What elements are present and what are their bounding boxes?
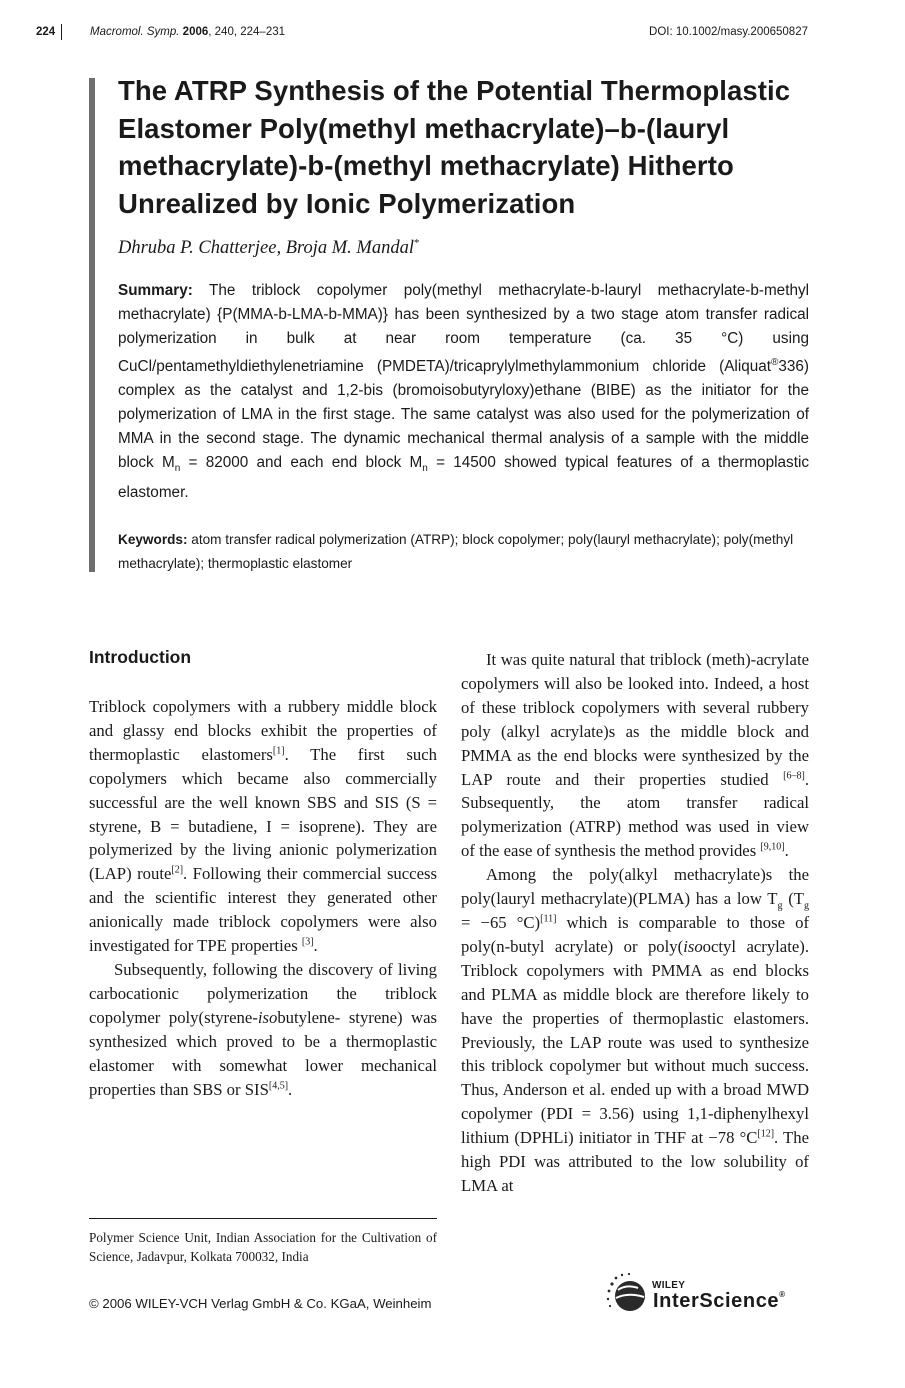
logo-interscience-word: InterScience [653, 1290, 780, 1312]
text: (T [782, 889, 804, 909]
text: . [784, 841, 789, 861]
interscience-globe-icon [604, 1270, 650, 1316]
summary-label: Summary: [118, 282, 193, 299]
wiley-interscience-logo [604, 1270, 814, 1316]
logo-interscience-text [653, 1290, 786, 1313]
citation-ref: [9,10] [760, 841, 785, 853]
citation-ref: [4,5] [268, 1079, 289, 1091]
summary-text-4: = 14500 showed typical features of a thermoplastic elastomer. [118, 454, 809, 502]
copyright: © 2006 WILEY-VCH Verlag GmbH & Co. KGaA, Weinheim [89, 1296, 432, 1311]
intro-paragraph-4 [461, 863, 809, 1198]
affiliation-footnote: Polymer Science Unit, Indian Association for the Cultivation of Science, Jadavpur, Kolkata 700032, India [89, 1230, 437, 1264]
doi: DOI: 10.1002/masy.200650827 [649, 26, 808, 38]
text: Among the poly(alkyl methacrylate)s the poly(lauryl methacrylate)(PLMA) has a low T [461, 865, 809, 909]
text: octyl acrylate). Triblock copolymers with PMMA as end blocks and PLMA as middle block are therefore likely to have the properties of thermoplastic elastomers. Previously, the LAP route was used to synthesize this triblock copolymer but without much success. Thus, Anderson et al. ended up with a broad MWD copolymer (PDI = 3.56) using 1,1-diphenylhexyl lithium (DPHLi) initiator in THF at −78 °C [461, 936, 809, 1148]
intro-paragraph-1 [89, 695, 437, 958]
journal-citation [90, 24, 285, 40]
text: It was quite natural that triblock (meth)-acrylate copolymers will also be looked into. Indeed, a host of these triblock copolymers with several rubbery poly (alkyl acrylate)s as the middle block and PMMA as the end blocks were synthesized by the LAP route and their properties studied [461, 650, 809, 789]
intro-paragraph-3 [461, 648, 809, 863]
text: . The high PDI was attributed to the low solubility of LMA at [461, 1128, 809, 1195]
citation-ref: [6–8] [783, 769, 805, 781]
keywords-text: atom transfer radical polymerization (ATRP); block copolymer; poly(lauryl methacrylate); poly(methyl methacrylate); thermoplastic elastomer [118, 532, 794, 571]
corresponding-author-mark: * [413, 237, 420, 249]
intro-paragraph-2 [89, 958, 437, 1101]
citation-ref: [2] [171, 864, 184, 876]
subscript-n: n [174, 463, 181, 475]
text: = −65 °C) [461, 912, 541, 932]
page-number: 224 [36, 24, 62, 40]
author-names: Dhruba P. Chatterjee, Broja M. Mandal [118, 238, 414, 259]
text: . [313, 936, 318, 956]
subscript-n-2: n [422, 463, 428, 475]
italic-iso: iso [683, 936, 703, 956]
text: . Subsequently, the atom transfer radical polymerization (ATRP) method was used in view of the ease of synthesis the method provides [461, 769, 809, 861]
summary-text-3: = 82000 and each end block M [180, 454, 423, 472]
italic-iso: iso [257, 1007, 278, 1027]
keywords-label: Keywords: [118, 532, 188, 547]
logo-wiley-text: WILEY [652, 1280, 686, 1291]
journal-name: Macromol. Symp. [90, 26, 180, 38]
journal-volume: , 240, 224–231 [208, 26, 286, 38]
running-header [36, 24, 808, 44]
citation-ref: [12] [757, 1128, 775, 1140]
text: butylene- styrene) was synthesized which proved to be a thermoplastic elastomer with somewhat lower mechanical properties than SBS or SIS [89, 1007, 437, 1099]
article-title: The ATRP Synthesis of the Potential Thermoplastic Elastomer Poly(methyl methacrylate)–b-(lauryl methacrylate)-b-(methyl methacrylate) Hitherto Unrealized by Ionic Polymerization [118, 75, 791, 219]
registered-mark: ® [771, 357, 779, 368]
text: which is comparable to those of poly(n-butyl acrylate) or poly( [461, 912, 809, 956]
citation-ref: [11] [540, 913, 557, 925]
left-column [89, 695, 437, 1101]
logo-registered-mark: ® [779, 1290, 786, 1299]
text: . Following their commercial success and the scientific interest they generated other anionically made triblock copolymers were also investigated for TPE properties [89, 864, 437, 956]
summary-text-1: The triblock copolymer poly(methyl methacrylate-b-lauryl methacrylate-b-methyl methacrylate) {P(MMA-b-LMA-b-MMA)} has been synthesized by a two stage atom transfer radical polymerization in bulk at near room temperature (ca. 35 °C) using CuCl/pentamethyldiethylenetriamine (PMDETA)/tricaprylylmethylammonium chloride (Aliquat [118, 282, 809, 376]
summary-text-2: 336) complex as the catalyst and 1,2-bis (bromoisobutyryloxy)ethane (BIBE) as the initiator for the polymerization of LMA in the first stage. The same catalyst was also used for the polymerization of MMA in the second stage. The dynamic mechanical thermal analysis of a sample with the middle block M [118, 358, 809, 472]
authors [118, 237, 419, 259]
citation-ref: [3] [301, 936, 314, 948]
subscript-g: g [777, 900, 783, 912]
footnote-rule [89, 1218, 437, 1219]
abstract-side-bar [89, 78, 95, 572]
section-heading-introduction: Introduction [89, 647, 192, 667]
journal-year: 2006 [182, 26, 209, 38]
text: Triblock copolymers with a rubbery middle block and glassy end blocks exhibit the properties of thermoplastic elastomers [89, 697, 437, 764]
right-column [461, 648, 809, 1198]
subscript-g-2: g [803, 900, 809, 912]
text: . The first such copolymers which became also commercially successful are the well known SBS and SIS (S = styrene, B = butadiene, I = isoprene). They are polymerized by the living anionic polymerization (LAP) route [89, 744, 437, 884]
summary [118, 279, 809, 505]
text: Subsequently, following the discovery of living carbocationic polymerization the triblock copolymer poly(styrene- [89, 959, 437, 1027]
citation-ref: [1] [272, 745, 285, 757]
text: . [288, 1079, 293, 1099]
keywords [118, 528, 809, 575]
